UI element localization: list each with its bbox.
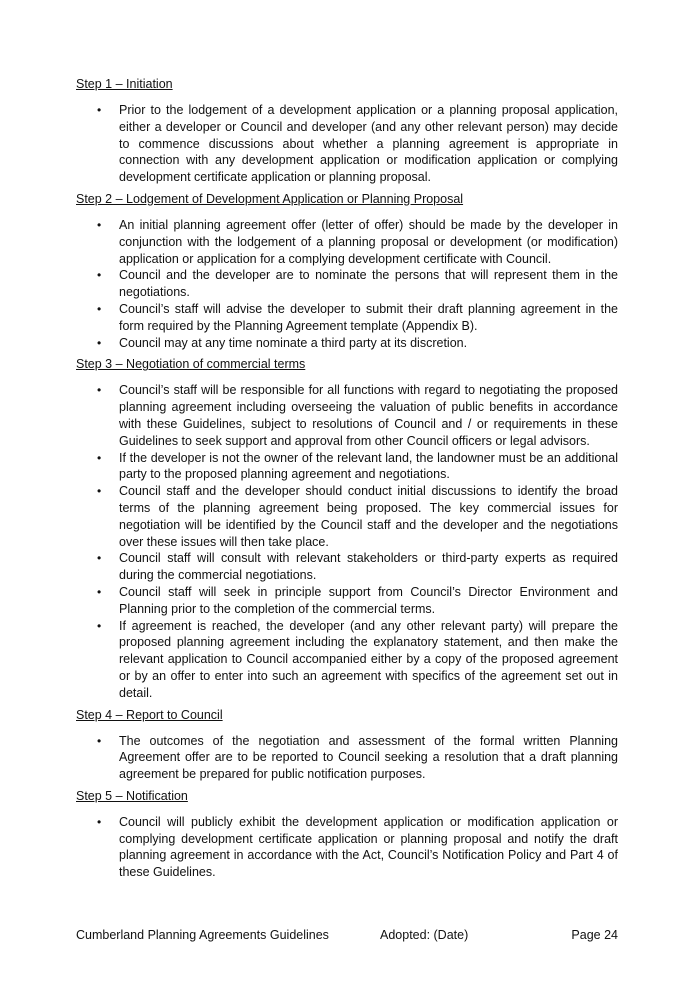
list-item-text: Council and the developer are to nominate the persons that will represent them in the negotiations. <box>119 268 618 300</box>
list-item-text: Council’s staff will advise the developer to submit their draft planning agreement in the form required by the Planning Agreement template (Appendix B). <box>119 301 618 333</box>
section-heading: Step 4 – Report to Council <box>76 707 223 722</box>
list-item <box>76 550 618 584</box>
section-step-3 <box>76 356 618 701</box>
list-item-text: The outcomes of the negotiation and assessment of the formal written Planning Agreement offer are to be reported to Council seeking a resolution that a draft planning agreement be prepared for public notification purposes. <box>119 733 618 782</box>
bullet-icon: • <box>97 268 102 283</box>
bullet-icon: • <box>97 814 102 829</box>
document-body <box>76 76 618 886</box>
section-heading: Step 1 – Initiation <box>76 77 173 91</box>
bullet-list <box>76 217 618 351</box>
list-item <box>76 584 618 618</box>
list-item <box>76 618 618 702</box>
list-item <box>76 217 618 267</box>
list-item <box>76 450 618 484</box>
bullet-icon: • <box>97 450 102 465</box>
footer-page-number: Page 24 <box>571 928 618 942</box>
page-footer <box>76 926 618 944</box>
bullet-list <box>76 814 618 881</box>
section-step-4 <box>76 707 618 783</box>
list-item-text: Prior to the lodgement of a development application or a planning proposal application, either a developer or Council and developer (and any other relevant person) may decide to commence discussions about whether a planning agreement is appropriate in connection with any development application or modification application or complying development certificate application or planning proposal. <box>119 103 618 185</box>
section-heading: Step 5 – Notification <box>76 788 188 803</box>
section-step-1 <box>76 76 618 186</box>
list-item <box>76 733 618 783</box>
bullet-icon: • <box>97 618 102 633</box>
section-step-2 <box>76 191 618 351</box>
bullet-icon: • <box>97 335 102 350</box>
list-item <box>76 382 618 449</box>
list-item-text: Council may at any time nominate a third party at its discretion. <box>119 335 468 350</box>
bullet-icon: • <box>97 217 102 232</box>
list-item <box>76 267 618 301</box>
section-heading: Step 2 – Lodgement of Development Application or Planning Proposal <box>76 191 464 206</box>
footer-document-title: Cumberland Planning Agreements Guidelines <box>76 928 329 942</box>
bullet-icon: • <box>97 551 102 566</box>
section-step-5 <box>76 788 618 881</box>
bullet-icon: • <box>97 301 102 316</box>
list-item-text: Council’s staff will be responsible for all functions with regard to negotiating the proposed planning agreement including overseeing the valuation of public benefits in accordance with these Guidelines, subject to resolutions of Council and / or requirements in these Guidelines to seek support and approval from other Council officers or legal advisors. <box>119 383 618 448</box>
list-item-text: If the developer is not the owner of the relevant land, the landowner must be an additional party to the proposed planning agreement and negotiations. <box>119 450 618 482</box>
list-item <box>76 102 618 186</box>
list-item-text: Council staff and the developer should conduct initial discussions to identify the broad terms of the planning agreement being proposed. The key commercial issues for negotiation will be identified by the Council staff and the developer and the negotiations over these issues will then take place. <box>119 484 618 549</box>
list-item <box>76 335 618 352</box>
bullet-icon: • <box>97 484 102 499</box>
footer-adopted-date: Adopted: (Date) <box>380 928 469 942</box>
list-item-text: Council staff will consult with relevant stakeholders or third-party experts as required during the commercial negotiations. <box>119 551 618 583</box>
bullet-list <box>76 102 618 186</box>
bullet-list <box>76 382 618 701</box>
bullet-icon: • <box>97 383 102 398</box>
list-item-text: An initial planning agreement offer (letter of offer) should be made by the developer in conjunction with the lodgement of a planning proposal or development (or modification) application or application for a complying development certificate with Council. <box>119 217 618 266</box>
list-item <box>76 483 618 550</box>
bullet-icon: • <box>97 584 102 599</box>
section-heading: Step 3 – Negotiation of commercial terms <box>76 357 306 372</box>
bullet-icon: • <box>97 103 102 117</box>
list-item-text: Council staff will seek in principle support from Council’s Director Environment and Planning prior to the completion of the commercial terms. <box>119 584 618 616</box>
list-item-text: If agreement is reached, the developer (and any other relevant party) will prepare the proposed planning agreement including the explanatory statement, and then make the relevant application to Council accompanied either by a copy of the proposed agreement or by an offer to enter into such an agreement with specifics of the agreement set out in detail. <box>119 618 618 700</box>
list-item-text: Council will publicly exhibit the development application or modification application or complying development certificate application or planning proposal and notify the draft planning agreement in accordance with the Act, Council’s Notification Policy and Part 4 of these Guidelines. <box>119 814 618 880</box>
list-item <box>76 301 618 335</box>
bullet-list <box>76 733 618 783</box>
bullet-icon: • <box>97 733 102 748</box>
list-item <box>76 814 618 881</box>
